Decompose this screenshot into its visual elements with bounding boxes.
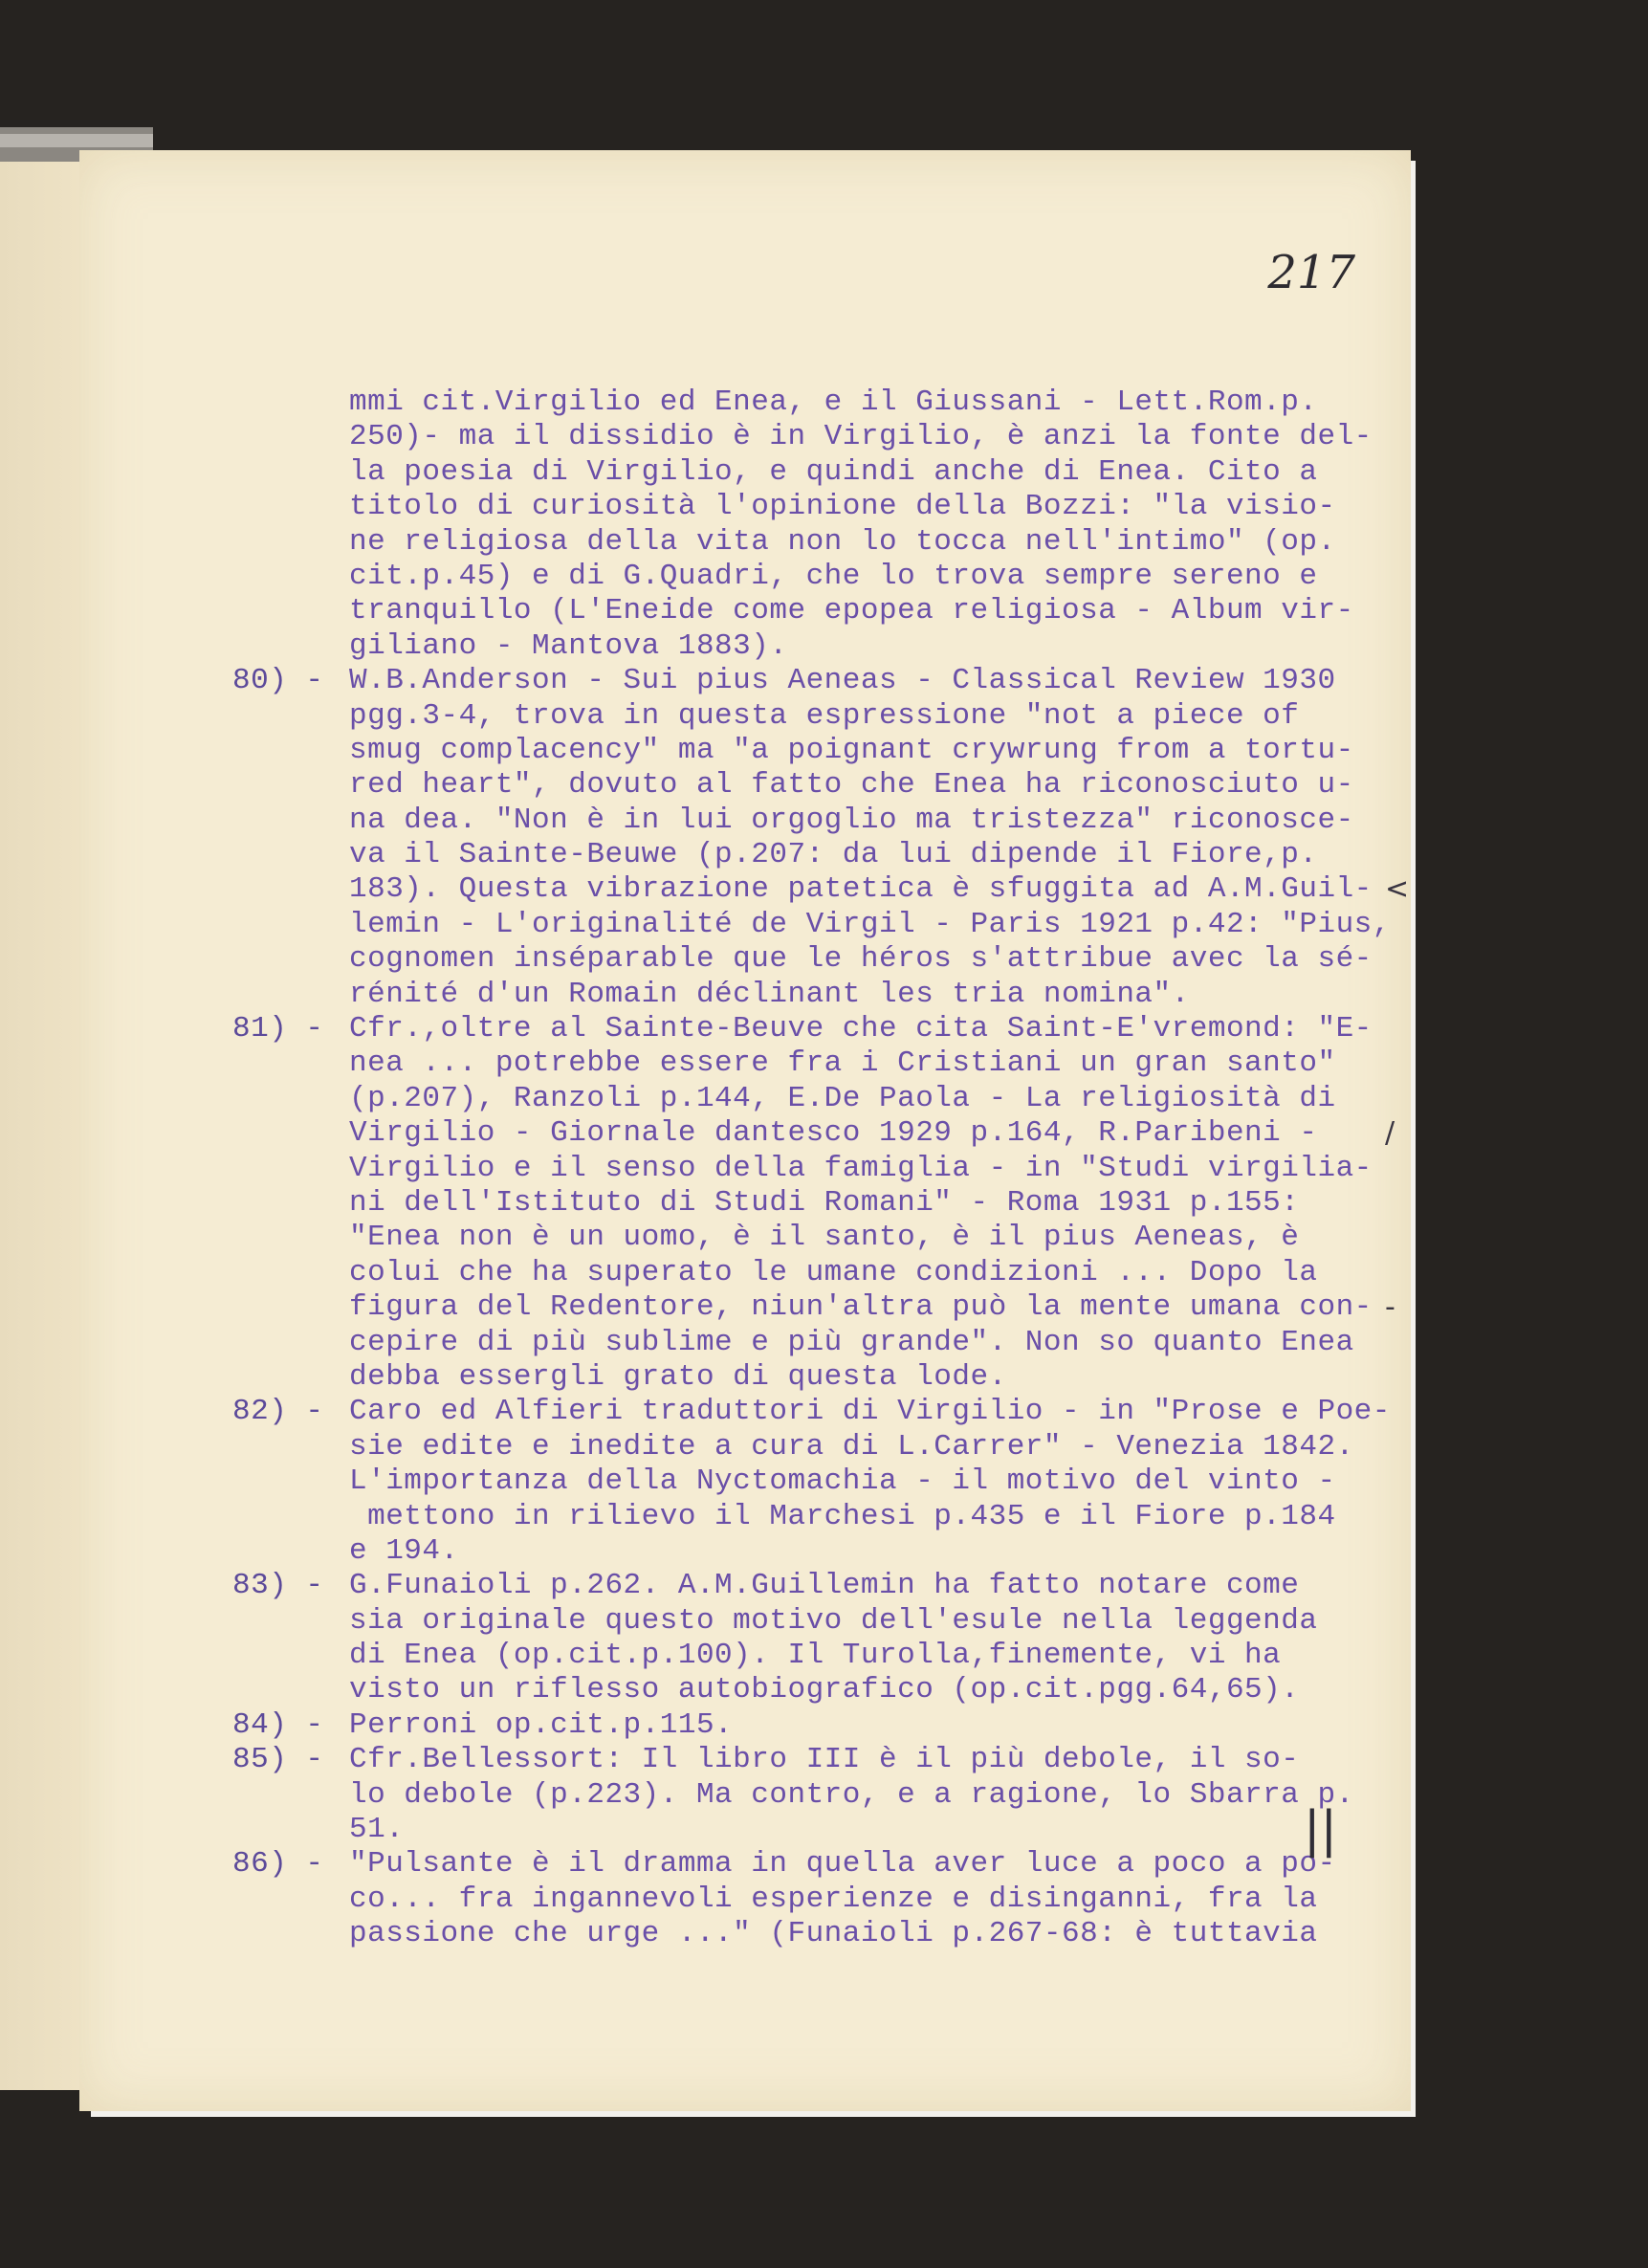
margin-tick: / — [1385, 1116, 1395, 1151]
line-text: 250)- ma il dissidio è in Virgilio, è anzi la fonte del- — [349, 420, 1373, 454]
line-text: giliano - Mantova 1883). — [349, 628, 788, 663]
line-text: sie edite e inedite a cura di L.Carrer" - Venezia 1842. — [349, 1429, 1354, 1464]
text-line — [79, 525, 1411, 560]
line-text: G.Funaioli p.262. A.M.Guillemin ha fatto notare come — [349, 1569, 1300, 1603]
line-text: titolo di curiosità l'opinione della Bozzi: "la visio- — [349, 490, 1336, 524]
text-line — [79, 420, 1411, 454]
text-line — [79, 942, 1411, 977]
text-line — [79, 1708, 1411, 1743]
text-line — [79, 385, 1411, 420]
text-block — [79, 385, 1411, 1952]
line-text: tranquillo (L'Eneide come epopea religiosa - Album vir- — [349, 594, 1354, 628]
line-text: figura del Redentore, niun'altra può la mente umana con- — [349, 1290, 1373, 1325]
line-text: lemin - L'originalité de Virgil - Paris 1921 p.42: "Pius, — [349, 907, 1391, 941]
text-line — [79, 1046, 1411, 1081]
text-line — [79, 1326, 1411, 1360]
line-text: ni dell'Istituto di Studi Romani" - Roma 1931 p.155: — [349, 1185, 1300, 1220]
text-line — [79, 560, 1411, 594]
text-line — [79, 1534, 1411, 1569]
note-number: 83) - — [232, 1569, 324, 1603]
page-number: 217 — [1267, 246, 1355, 299]
text-line — [79, 1290, 1411, 1325]
text-line — [79, 978, 1411, 1012]
text-line — [79, 1639, 1411, 1673]
line-text: 183). Questa vibrazione patetica è sfuggita ad A.M.Guil- — [349, 872, 1373, 907]
line-text: W.B.Anderson - Sui pius Aeneas - Classical Review 1930 — [349, 664, 1336, 698]
line-text: cognomen inséparable que le héros s'attribue avec la sé- — [349, 942, 1373, 977]
text-line — [79, 1360, 1411, 1395]
line-text: na dea. "Non è in lui orgoglio ma tristezza" riconosce- — [349, 803, 1354, 837]
line-text: co... fra ingannevoli esperienze e disinganni, fra la — [349, 1882, 1318, 1916]
line-text: L'importanza della Nyctomachia - il motivo del vinto - — [349, 1464, 1336, 1499]
line-text: Cfr.Bellessort: Il libro III è il più debole, il so- — [349, 1743, 1300, 1777]
text-line — [79, 1673, 1411, 1707]
line-text: e 194. — [349, 1533, 459, 1568]
margin-tick: - — [1385, 1290, 1396, 1325]
text-line — [79, 629, 1411, 664]
text-line — [79, 1847, 1411, 1882]
text-line — [79, 1743, 1411, 1777]
line-text: debba essergli grato di questa lode. — [349, 1359, 1007, 1394]
line-text: smug complacency" ma "a poignant crywrung from a tortu- — [349, 733, 1354, 767]
text-line — [79, 1883, 1411, 1917]
text-line — [79, 1221, 1411, 1255]
text-line — [79, 1430, 1411, 1464]
line-text: la poesia di Virgilio, e quindi anche di Enea. Cito a — [349, 454, 1318, 489]
line-text: "Pulsante è il dramma in quella aver luce a poco a po- — [349, 1847, 1336, 1882]
line-text: Caro ed Alfieri traduttori di Virgilio - in "Prose e Poe- — [349, 1395, 1391, 1429]
note-number: 82) - — [232, 1395, 324, 1429]
line-text: Perroni op.cit.p.115. — [349, 1707, 734, 1742]
binder-edge-highlight — [0, 134, 153, 147]
note-number: 84) - — [232, 1707, 324, 1742]
line-text: mmi cit.Virgilio ed Enea, e il Giussani - Lett.Rom.p. — [349, 385, 1318, 419]
line-text: rénité d'un Romain déclinant les tria nomina". — [349, 977, 1190, 1011]
line-text: "Enea non è un uomo, è il santo, è il pius Aeneas, è — [349, 1221, 1300, 1255]
line-text: sia originale questo motivo dell'esule nella leggenda — [349, 1603, 1318, 1638]
text-line — [79, 1395, 1411, 1429]
text-line — [79, 838, 1411, 872]
text-line — [79, 804, 1411, 838]
typewritten-page — [79, 150, 1411, 2111]
text-line — [79, 908, 1411, 942]
line-text: red heart", dovuto al fatto che Enea ha riconosciuto u- — [349, 768, 1354, 803]
line-text: lo debole (p.223). Ma contro, e a ragione, lo Sbarra p. — [349, 1777, 1354, 1812]
text-line — [79, 1256, 1411, 1290]
line-text: cit.p.45) e di G.Quadri, che lo trova sempre sereno e — [349, 559, 1318, 593]
text-line — [79, 490, 1411, 524]
line-text: passione che urge ..." (Funaioli p.267-68: è tuttavia — [349, 1917, 1318, 1951]
line-text: visto un riflesso autobiografico (op.cit.pgg.64,65). — [349, 1673, 1300, 1707]
margin-mark: || — [1304, 1801, 1338, 1859]
line-text: va il Sainte-Beuwe (p.207: da lui dipende il Fiore,p. — [349, 838, 1318, 872]
text-line — [79, 872, 1411, 907]
text-line — [79, 1917, 1411, 1951]
text-line — [79, 1604, 1411, 1639]
text-line — [79, 768, 1411, 803]
line-text: Virgilio e il senso della famiglia - in "Studi virgilia- — [349, 1151, 1373, 1185]
text-line — [79, 594, 1411, 628]
text-line — [79, 455, 1411, 490]
text-line — [79, 1464, 1411, 1499]
text-line — [79, 1082, 1411, 1116]
text-line — [79, 1152, 1411, 1186]
text-line — [79, 699, 1411, 734]
margin-tick: < — [1385, 872, 1410, 907]
text-line — [79, 1569, 1411, 1603]
line-text: 51. — [349, 1813, 405, 1847]
line-text: (p.207), Ranzoli p.144, E.De Paola - La religiosità di — [349, 1081, 1336, 1115]
line-text: pgg.3-4, trova in questa espressione "not a piece of — [349, 698, 1300, 733]
text-line — [79, 1012, 1411, 1046]
line-text: di Enea (op.cit.p.100). Il Turolla,finemente, vi ha — [349, 1639, 1282, 1673]
line-text: mettono in rilievo il Marchesi p.435 e il Fiore p.184 — [349, 1499, 1336, 1533]
text-line — [79, 1813, 1411, 1847]
text-line — [79, 734, 1411, 768]
line-text: Cfr.,oltre al Sainte-Beuve che cita Saint-E'vremond: "E- — [349, 1012, 1373, 1046]
note-number: 86) - — [232, 1847, 324, 1882]
text-line — [79, 1778, 1411, 1813]
line-text: cepire di più sublime e più grande". Non so quanto Enea — [349, 1325, 1354, 1359]
line-text: Virgilio - Giornale dantesco 1929 p.164, R.Paribeni - — [349, 1116, 1318, 1151]
note-number: 80) - — [232, 664, 324, 698]
note-number: 81) - — [232, 1012, 324, 1046]
text-line — [79, 1500, 1411, 1534]
text-line — [79, 1116, 1411, 1151]
line-text: ne religiosa della vita non lo tocca nell'intimo" (op. — [349, 524, 1336, 559]
text-line — [79, 1186, 1411, 1221]
note-number: 85) - — [232, 1743, 324, 1777]
text-line — [79, 664, 1411, 698]
line-text: nea ... potrebbe essere fra i Cristiani un gran santo" — [349, 1046, 1336, 1081]
line-text: colui che ha superato le umane condizioni ... Dopo la — [349, 1255, 1318, 1289]
